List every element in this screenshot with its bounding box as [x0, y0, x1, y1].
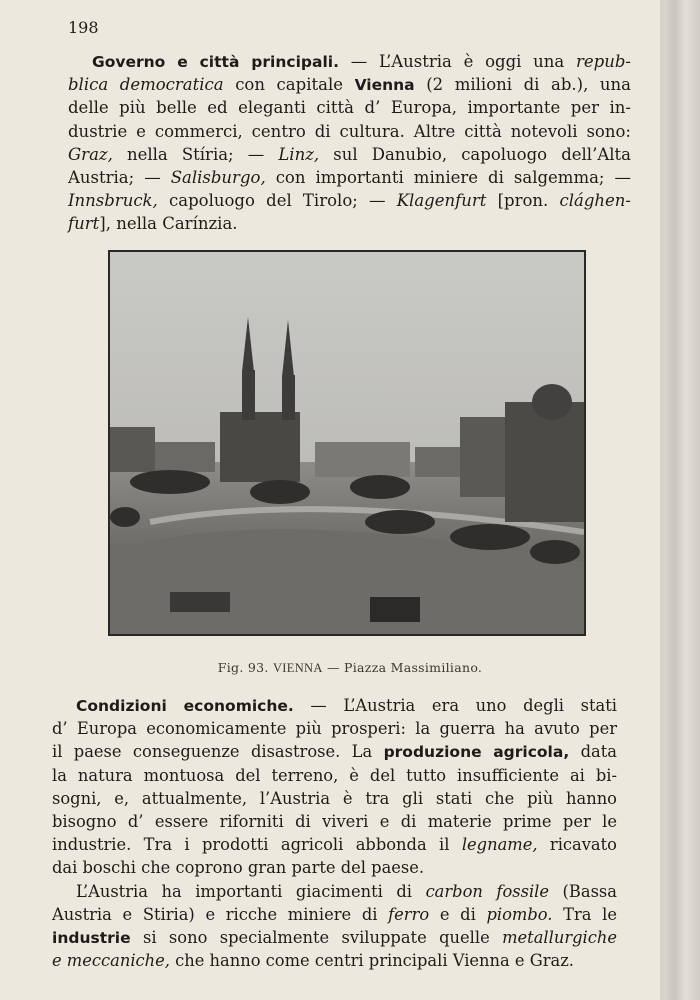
- italic-term: ferro: [388, 904, 430, 924]
- text-run: delle più belle ed eleganti città d’ Europa, importante per in-: [68, 98, 631, 118]
- photo-piazza-massimiliano: [108, 250, 586, 636]
- text-run: nella Stíria; —: [112, 144, 279, 164]
- figure-title: — Piazza Massimiliano.: [326, 660, 483, 675]
- text-run: Tra le: [552, 904, 617, 924]
- text-line: [68, 73, 631, 96]
- text-line: [52, 926, 617, 949]
- text-line: [52, 833, 617, 856]
- text-run: ], nella Carínzia.: [99, 214, 238, 234]
- book-spine-edge: [664, 0, 700, 1000]
- figure-city: VIENNA: [272, 661, 323, 675]
- text-line: [52, 740, 617, 763]
- text-run: sogni, e, attualmente, l’Austria è tra gli stati che più hanno: [52, 788, 617, 808]
- italic-term: furt: [68, 214, 100, 234]
- text-run: Austria; —: [68, 167, 171, 187]
- italic-term: carbon fossile: [425, 881, 550, 901]
- text-run: sul Danubio, capoluogo dell’Alta: [319, 144, 631, 164]
- text-run: la natura montuosa del terreno, è del tutto insufficiente ai bi-: [52, 765, 617, 785]
- text-run: si sono specialmente sviluppate quelle: [130, 927, 503, 947]
- text-line: [68, 50, 631, 73]
- paragraph-condizioni: [52, 694, 617, 972]
- italic-term: Graz,: [68, 144, 113, 164]
- text-run: [pron.: [486, 191, 560, 211]
- text-line: [68, 143, 631, 166]
- figure-label: Fig. 93.: [217, 660, 269, 675]
- vienna-photo-illustration: [110, 252, 584, 634]
- text-line: [68, 96, 631, 119]
- text-run: capoluogo del Tirolo; —: [157, 191, 397, 211]
- italic-term: repub-: [576, 52, 631, 71]
- text-run: che hanno come centri principali Vienna e Graz.: [169, 951, 574, 971]
- text-run: (2 milioni di ab.), una: [414, 75, 631, 95]
- italic-term: legname,: [461, 835, 538, 855]
- text-run: — L’Austria è oggi una: [338, 52, 577, 71]
- text-line: [68, 120, 631, 143]
- text-run: ricavato: [537, 835, 617, 855]
- text-line: [52, 810, 617, 833]
- paragraph-governo: [68, 50, 631, 236]
- text-run: data: [569, 742, 617, 762]
- text-line: [52, 949, 617, 972]
- text-run: dustrie e commerci, centro di cultura. Altre città notevoli sono:: [68, 121, 631, 141]
- text-run: con importanti miniere di salgemma; —: [265, 167, 631, 187]
- bold-term: industrie: [52, 928, 131, 947]
- italic-term: Klagenfurt: [396, 191, 487, 211]
- bold-term: Governo e città principali.: [92, 53, 339, 71]
- italic-term: metallurgiche: [502, 927, 617, 947]
- text-line: [52, 764, 617, 787]
- text-line: [52, 787, 617, 810]
- text-run: Austria e Stiria) e ricche miniere di: [52, 904, 389, 924]
- page-number: 198: [68, 18, 99, 37]
- text-run: L’Austria ha importanti giacimenti di: [76, 881, 426, 901]
- italic-term: clághen-: [559, 191, 631, 211]
- text-line: [52, 880, 617, 903]
- text-run: e di: [429, 904, 487, 924]
- text-run: — L’Austria era uno degli stati: [293, 696, 617, 715]
- text-line: [52, 694, 617, 717]
- text-run: bisogno d’ essere riforniti di viveri e di materie prime per le: [52, 811, 617, 831]
- italic-term: Linz,: [278, 144, 320, 164]
- text-run: dai boschi che coprono gran parte del paese.: [52, 858, 425, 878]
- text-run: industrie. Tra i prodotti agricoli abbonda il: [52, 835, 462, 855]
- italic-term: blica democratica: [68, 75, 224, 95]
- text-line: [52, 717, 617, 740]
- bold-term: Vienna: [354, 76, 415, 95]
- text-run: il paese conseguenze disastrose. La: [52, 742, 384, 762]
- italic-term: Innsbruck,: [68, 191, 158, 211]
- italic-term: piombo.: [486, 904, 553, 924]
- figure-caption: [0, 660, 700, 676]
- italic-term: Salisburgo,: [170, 167, 266, 187]
- text-run: con capitale: [223, 75, 355, 95]
- text-line: [52, 856, 617, 879]
- text-line: [68, 212, 631, 235]
- text-line: [52, 903, 617, 926]
- bold-term: produzione agricola,: [383, 743, 570, 762]
- text-run: (Bassa: [549, 881, 617, 901]
- italic-term: e meccaniche,: [52, 951, 170, 971]
- text-line: [68, 166, 631, 189]
- text-run: d’ Europa economicamente più prosperi: la guerra ha avuto per: [52, 719, 617, 739]
- text-line: [68, 189, 631, 212]
- bold-term: Condizioni economiche.: [76, 697, 294, 715]
